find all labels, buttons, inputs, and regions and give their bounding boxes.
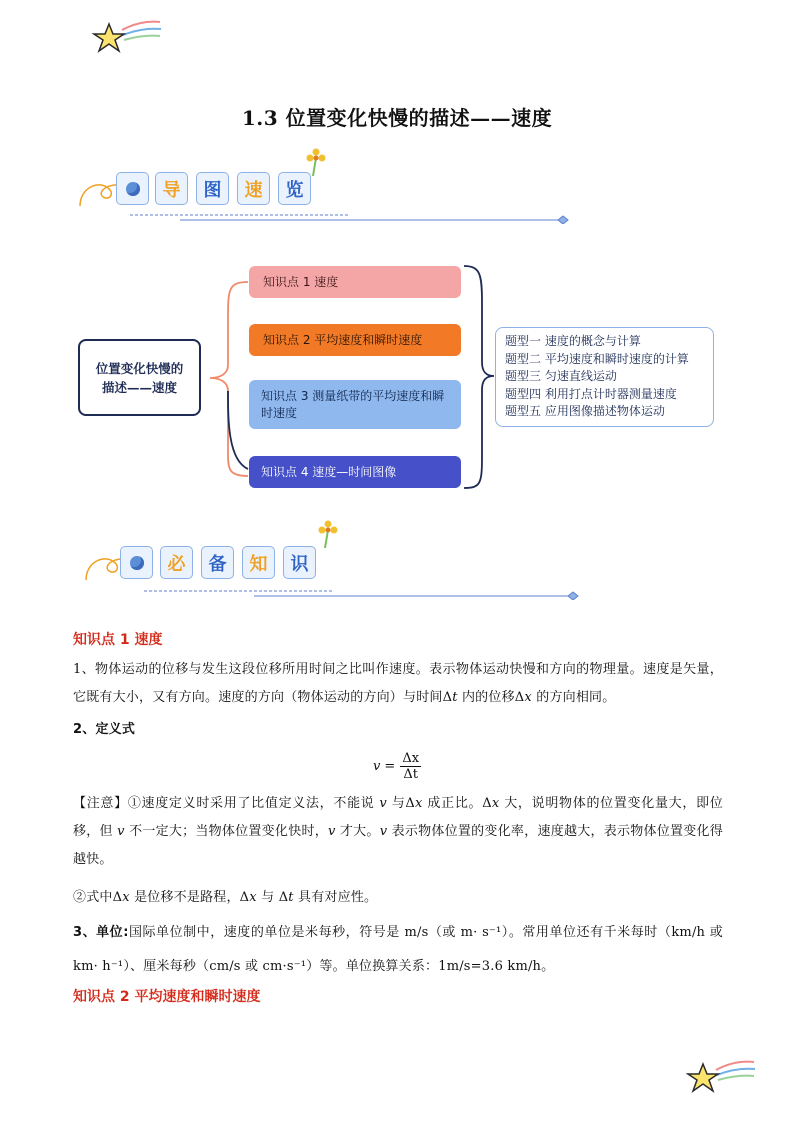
velocity-formula xyxy=(0,751,794,782)
mindmap-brace-right xyxy=(462,262,496,492)
formula-numerator: Δx xyxy=(402,751,420,766)
mindmap-node-1: 知识点 1 速度 xyxy=(249,266,461,298)
banner-char: 必 xyxy=(160,546,193,579)
text-span: 不一定大；当物体位置变化快时， xyxy=(124,824,328,839)
formula-denominator: Δt xyxy=(403,767,418,782)
var-v: v xyxy=(379,796,387,811)
var-x: x xyxy=(122,890,130,905)
var-x: x xyxy=(524,690,532,705)
banner-char: 览 xyxy=(278,172,311,205)
section-banner-mindmap xyxy=(78,148,578,218)
paragraph-note xyxy=(73,790,723,874)
var-v: v xyxy=(117,824,125,839)
var-x: x xyxy=(415,796,423,811)
banner-char: 导 xyxy=(155,172,188,205)
question-type-item: 题型三 匀速直线运动 xyxy=(505,369,617,383)
page-title: 1.3 位置变化快慢的描述——速度 xyxy=(241,106,553,130)
banner-char: 速 xyxy=(237,172,270,205)
knowledge-point-1-title: 知识点 1 速度 xyxy=(73,632,163,648)
var-v: v xyxy=(327,824,336,839)
subheading-formula: 2、定义式 xyxy=(73,722,136,737)
var-x: x xyxy=(491,796,500,811)
question-type-item: 题型一 速度的概念与计算 xyxy=(505,334,641,348)
text-span: 的方向相同。 xyxy=(531,690,616,705)
mindmap-root: 位置变化快慢的描述——速度 xyxy=(78,339,201,416)
banner-char: 知 xyxy=(242,546,275,579)
text-span: 【注意】①速度定义时采用了比值定义法，不能说 xyxy=(73,796,380,811)
question-type-item: 题型二 平均速度和瞬时速度的计算 xyxy=(505,351,689,366)
mindmap-node-4: 知识点 4 速度—时间图像 xyxy=(249,456,461,488)
question-type-list xyxy=(495,327,714,427)
mindmap-node-3: 知识点 3 测量纸带的平均速度和瞬时速度 xyxy=(249,380,461,429)
formula-fraction xyxy=(400,751,421,782)
text-span: 具有对应性。 xyxy=(293,890,378,905)
var-v: v xyxy=(379,824,388,839)
text-span: ②式中Δ xyxy=(73,890,123,905)
text-span: 与 Δ xyxy=(256,890,289,905)
dot-icon xyxy=(116,172,149,205)
var-t: t xyxy=(288,890,294,905)
flower-icon xyxy=(316,520,342,550)
mindmap-node-2: 知识点 2 平均速度和瞬时速度 xyxy=(249,324,461,356)
divider-line xyxy=(144,588,584,600)
var-t: t xyxy=(452,690,458,705)
divider-line xyxy=(130,212,570,224)
banner-char: 备 xyxy=(201,546,234,579)
text-span: 大，说明物体的位置变化量大，即位移，但 xyxy=(73,796,723,839)
paragraph-note-2 xyxy=(73,884,723,912)
unit-label: 3、单位: xyxy=(73,925,129,940)
text-span: 与Δ xyxy=(386,796,416,811)
dot-icon xyxy=(120,546,153,579)
text-span: 成正比。Δ xyxy=(422,796,492,811)
shooting-star-icon xyxy=(92,18,164,58)
mindmap-brace-left xyxy=(200,270,250,490)
question-type-item: 题型五 应用图像描述物体运动 xyxy=(505,404,665,418)
shooting-star-icon xyxy=(686,1058,758,1098)
banner-char: 识 xyxy=(283,546,316,579)
section-banner-knowledge xyxy=(84,520,584,590)
text-span: 是位移不是路程，Δ xyxy=(129,890,250,905)
formula-lhs: v = xyxy=(372,759,396,774)
banner-char: 图 xyxy=(196,172,229,205)
text-span: 才大。 xyxy=(335,824,380,839)
var-x: x xyxy=(249,890,257,905)
paragraph-unit xyxy=(73,916,723,984)
question-type-item: 题型四 利用打点计时器测量速度 xyxy=(505,386,677,401)
flower-icon xyxy=(304,148,330,178)
text-span: 表示物体位置的变化率，速度越大，表示物体位置变化得越快。 xyxy=(73,824,723,867)
text-span: 国际单位制中，速度的单位是米每秒，符号是 m/s（或 m· s⁻¹）。常用单位还有千米每时（km/h 或 km· h⁻¹）、厘米每秒（cm/s 或 cm·s⁻¹）等。单位换算关系：1m/s=3.6 km/h。 xyxy=(73,925,723,974)
paragraph-definition xyxy=(73,656,723,712)
knowledge-point-2-title: 知识点 2 平均速度和瞬时速度 xyxy=(73,989,261,1005)
text-span: 内的位移Δ xyxy=(457,690,525,705)
text-span: 1、物体运动的位移与发生这段位移所用时间之比叫作速度。表示物体运动快慢和方向的物理量。速度是矢量，它既有大小，又有方向。速度的方向（物体运动的方向）与时间Δ xyxy=(73,662,723,705)
